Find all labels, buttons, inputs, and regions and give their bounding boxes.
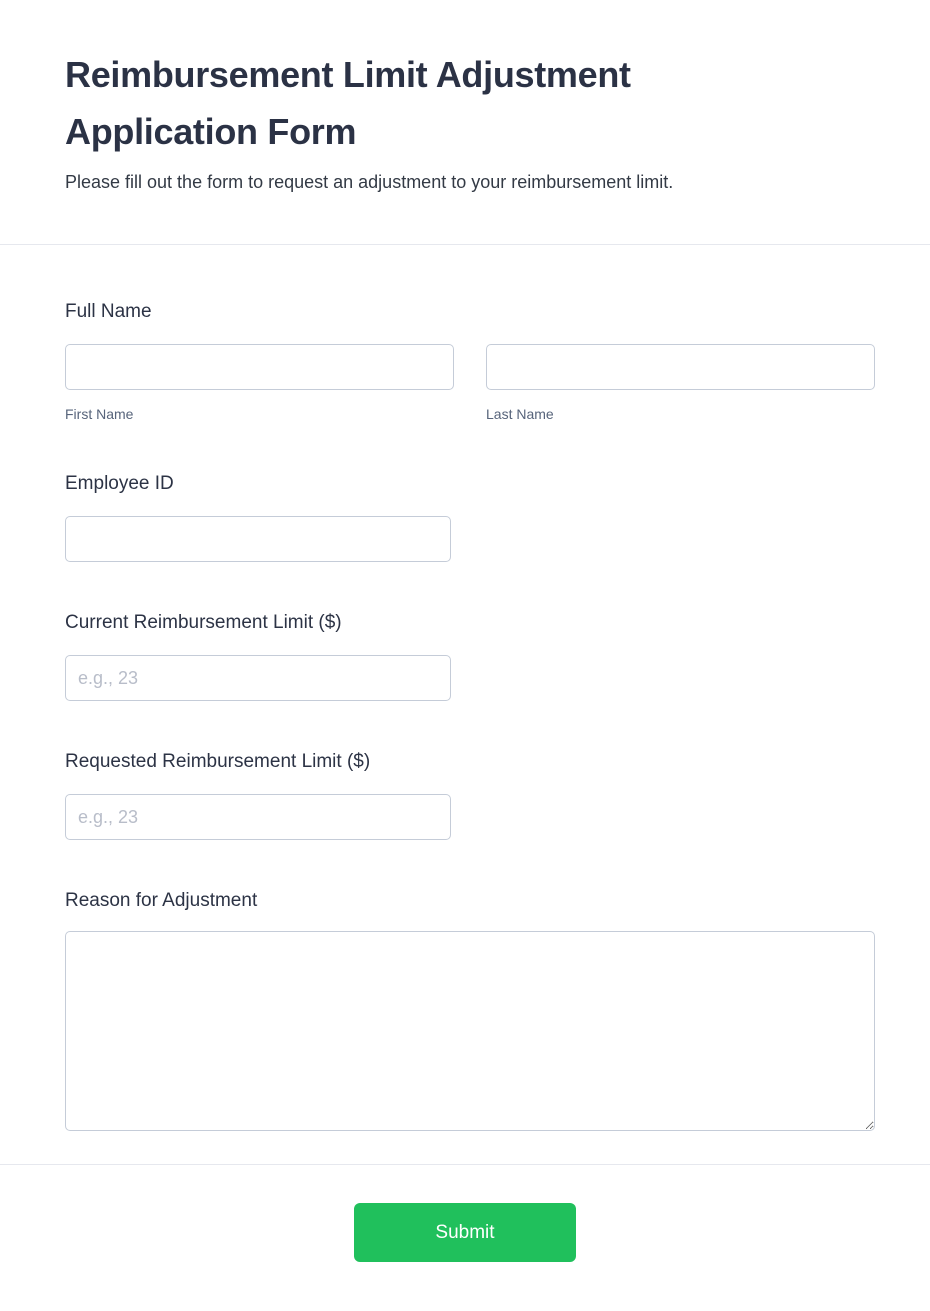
form-header: [0, 0, 930, 244]
last-name-sublabel: Last Name: [486, 406, 554, 422]
employee-id-input[interactable]: [65, 516, 451, 562]
current-limit-label: Current Reimbursement Limit ($): [65, 612, 342, 633]
page-title: Reimbursement Limit Adjustment Application Form: [65, 54, 631, 152]
requested-limit-label: Requested Reimbursement Limit ($): [65, 751, 371, 772]
first-name-column: [65, 344, 454, 423]
current-limit-input[interactable]: [65, 655, 451, 701]
reason-label: Reason for Adjustment: [65, 890, 258, 911]
first-name-input[interactable]: [65, 344, 454, 390]
field-reason: [65, 890, 875, 1131]
reason-textarea[interactable]: [65, 931, 875, 1131]
last-name-input[interactable]: [486, 344, 875, 390]
submit-button[interactable]: Submit: [354, 1203, 576, 1262]
name-row: [65, 344, 875, 423]
last-name-column: [486, 344, 875, 423]
full-name-label: Full Name: [65, 301, 152, 322]
form-body: [0, 245, 930, 1131]
field-full-name: [65, 301, 875, 423]
requested-limit-input[interactable]: [65, 794, 451, 840]
first-name-sublabel: First Name: [65, 406, 134, 422]
field-current-limit: [65, 612, 875, 701]
field-employee-id: [65, 473, 875, 562]
page-subtitle: Please fill out the form to request an adjustment to your reimbursement limit.: [65, 172, 674, 192]
form-footer: [0, 1165, 930, 1311]
field-requested-limit: [65, 751, 875, 840]
employee-id-label: Employee ID: [65, 473, 174, 494]
